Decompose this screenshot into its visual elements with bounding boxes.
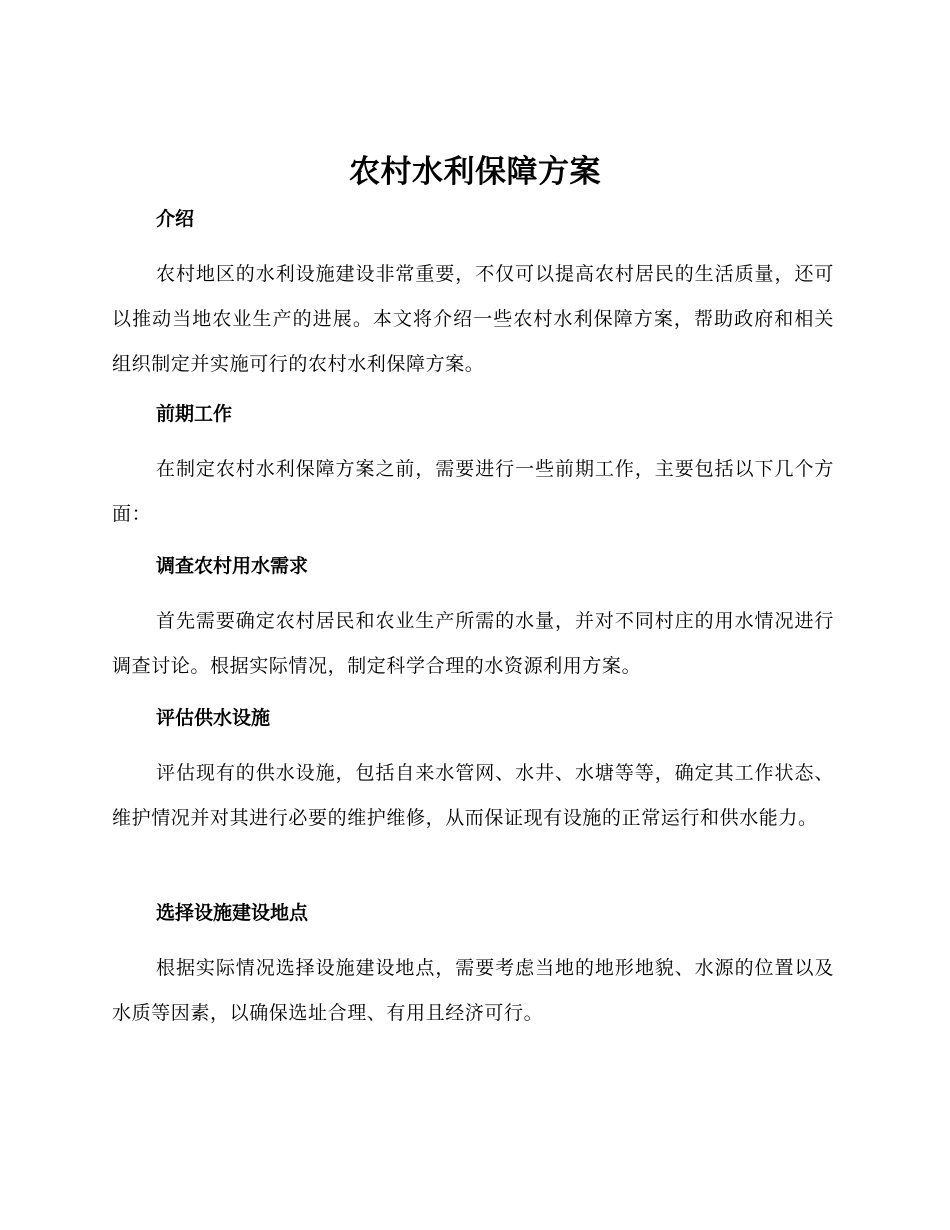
section-heading-water-demand-survey: 调查农村用水需求 [156,555,309,577]
section-heading-intro: 介绍 [156,208,195,230]
section-heading-water-supply-assessment: 评估供水设施 [156,707,271,729]
section-heading-site-selection: 选择设施建设地点 [156,902,309,924]
section-body-preliminary-work: 在制定农村水利保障方案之前，需要进行一些前期工作，主要包括以下几个方面： [112,458,834,525]
section-heading-preliminary-work: 前期工作 [156,403,233,425]
section-body-water-supply-assessment: 评估现有的供水设施，包括自来水管网、水井、水塘等等，确定其工作状态、维护情况并对其进行必要的维护维修，从而保证现有设施的正常运行和供水能力。 [112,762,834,829]
section-body-water-demand-survey: 首先需要确定农村居民和农业生产所需的水量，并对不同村庄的用水情况进行调查讨论。根据实际情况，制定科学合理的水资源利用方案。 [112,610,834,677]
section-body-site-selection: 根据实际情况选择设施建设地点，需要考虑当地的地形地貌、水源的位置以及水质等因素，以确保选址合理、有用且经济可行。 [112,957,834,1024]
section-body-intro: 农村地区的水利设施建设非常重要，不仅可以提高农村居民的生活质量，还可以推动当地农业生产的进展。本文将介绍一些农村水利保障方案，帮助政府和相关组织制定并实施可行的农村水利保障方案。 [112,263,834,375]
document-title: 农村水利保障方案 [349,154,601,190]
